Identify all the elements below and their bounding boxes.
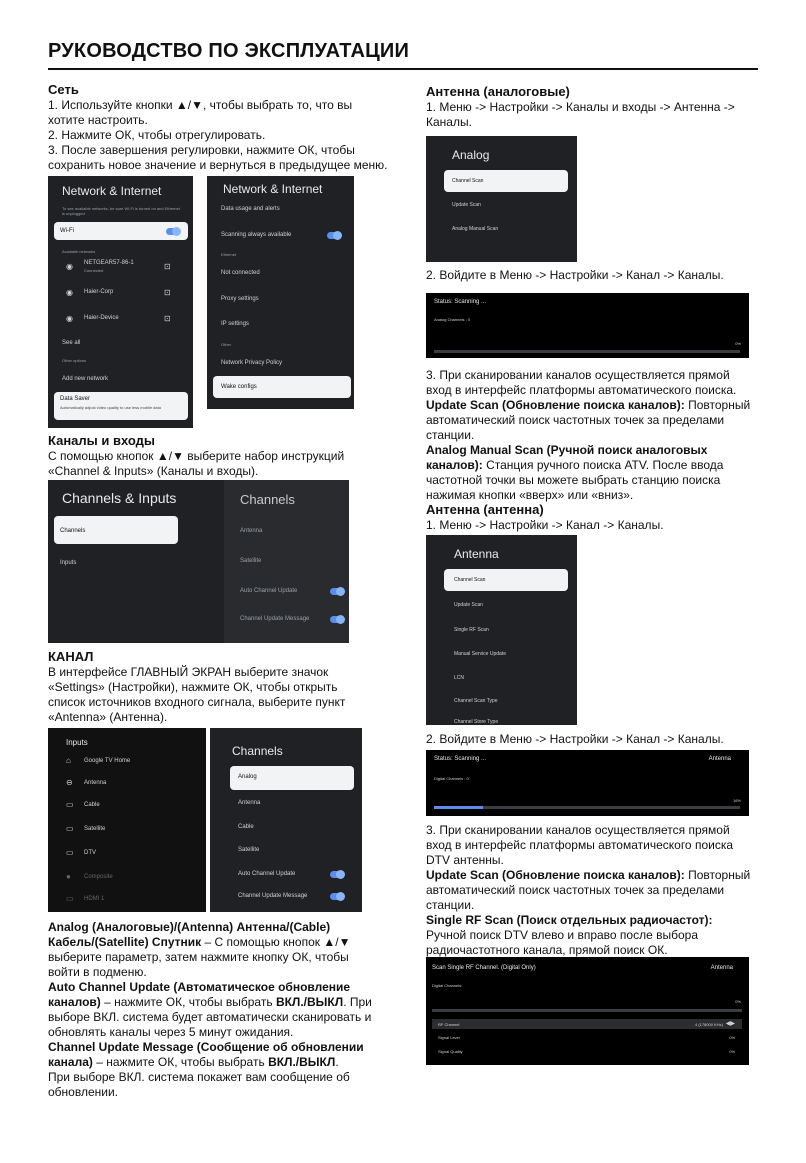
network-instructions: 1. Используйте кнопки ▲/▼, чтобы выбрать то, что вы хотите настроить. 2. Нажмите ОК, чтобы отрегулировать. 3. После завершения регулировки, нажмите ОК, чтобы сохранить новое значение и вернуться в предыдущее меню.: [48, 98, 388, 172]
tv-icon: ▭: [66, 824, 74, 833]
title-rule: [48, 68, 758, 70]
channels-inputs-instructions: С помощью кнопок ▲/▼ выберите набор инструкций «Channel & Inputs» (Каналы и входы).: [48, 449, 345, 478]
screenshot-inputs: Inputs ⌂ Google TV Home ⊖ Antenna ▭ Cable ▭ Satellite ▭ DTV ● Composite ▭ HDMI 1: [48, 728, 206, 912]
section-heading-channels-inputs: Каналы и входы: [48, 433, 156, 448]
wifi-icon: ◉: [66, 262, 73, 271]
screenshot-network-internet: Network & Internet To see available networks, be sure Wi-Fi is turned on and Ethernet is unplugged Wi-Fi Available networks ◉ NETGEAR57-86-1 Connected ⊡ ◉ Haier-Corp ⊡ ◉ Haier-Device ⊡ See all Other options Add new network Data Saver Automatically adjust video quality to use less mobile data: [48, 176, 193, 428]
antenna-icon: ⊖: [66, 778, 73, 787]
scan-progress-fill: [434, 806, 483, 809]
section-heading-antenna: Антенна (антенна): [426, 502, 544, 517]
section-heading-network: Сеть: [48, 82, 79, 97]
screenshot-antenna: Antenna Channel Scan Update Scan Single RF Scan Manual Service Update LCN Channel Scan Type Channel Store Type: [426, 535, 577, 725]
screenshot-channels: Channels Analog Antenna Cable Satellite Auto Channel Update Channel Update Message: [210, 728, 362, 912]
wifi-icon: ◉: [66, 314, 73, 323]
composite-icon: ●: [66, 872, 71, 881]
screenshot-analog-scanning: Status: Scanning ... Analog Channels : 0 0%: [426, 293, 749, 358]
hdmi-icon: ▭: [66, 894, 74, 903]
analog-instructions: 1. Меню -> Настройки -> Каналы и входы -> Антенна -> Каналы.: [426, 100, 735, 129]
antenna-descriptions: 3. При сканировании каналов осуществляется прямой вход в интерфейс платформы автоматического поиска DTV антенны. Update Scan (Обновление поиска каналов): Повторный автоматический поиск частотных точек за пределами станции. Single RF Scan (Поиск отдельных радиочастот): Ручной поиск DTV влево и вправо после выбора радиочастотного канала, прямой поиск ОК.: [426, 823, 751, 957]
section-heading-kanal: КАНАЛ: [48, 649, 94, 664]
page-title: РУКОВОДСТВО ПО ЭКСПЛУАТАЦИИ: [48, 40, 410, 62]
antenna-step2: 2. Войдите в Меню -> Настройки -> Канал -> Каналы.: [426, 732, 724, 746]
screenshot-single-rf-scan: Scan Single RF Channel. (Digital Only) Antenna Digital Channels: 0% RF Channel 4 (178000 KHz) ◀▶ Signal Level 0% Signal Quality 0%: [426, 957, 749, 1065]
analog-step2: 2. Войдите в Меню -> Настройки -> Канал -> Каналы.: [426, 268, 724, 282]
bottom-left-descriptions: Analog (Аналоговые)/(Antenna) Антенна/(Cable) Кабель/(Satellite) Спутник – С помощью кнопок ▲/▼ выберите параметр, затем нажмите кнопку ОК, чтобы войти в подменю. Auto Channel Update (Автоматическое обновление каналов) – нажмите ОК, чтобы выбрать ВКЛ./ВЫКЛ. При выборе ВКЛ. система будет автоматически сканировать и обновлять каналы через 5 минут ожидания. Channel Update Message (Сообщение об обновлении канала) – нажмите ОК, чтобы выбрать ВКЛ./ВЫКЛ. При выборе ВКЛ. система покажет вам сообщение об обновлении.: [48, 920, 372, 1099]
screenshot-analog: Analog Channel Scan Update Scan Analog Manual Scan: [426, 136, 577, 262]
lock-icon: ⊡: [164, 314, 171, 323]
tv-icon: ▭: [66, 800, 74, 809]
screenshot-antenna-scanning: Status: Scanning ... Antenna Digital Channels : 0 16%: [426, 750, 749, 816]
tv-icon: ▭: [66, 848, 74, 857]
screenshot-channels-inputs: Channels & Inputs Channels Inputs Channels Antenna Satellite Auto Channel Update Channel Update Message: [48, 480, 349, 643]
lock-icon: ⊡: [164, 262, 171, 271]
wifi-icon: ◉: [66, 288, 73, 297]
screenshot-network-internet-2: Network & Internet Data usage and alerts Scanning always available Ethernet Not connected Proxy settings IP settings Other Network Privacy Policy Wake configs: [207, 176, 354, 409]
antenna-step1: 1. Меню -> Настройки -> Канал -> Каналы.: [426, 518, 664, 532]
section-heading-analog: Антенна (аналоговые): [426, 84, 570, 99]
kanal-instructions: В интерфейсе ГЛАВНЫЙ ЭКРАН выберите значок «Settings» (Настройки), нажмите ОК, чтобы открыть список источников входного сигнала, выберите пункт «Antenna» (Антенна).: [48, 665, 346, 724]
analog-descriptions: 3. При сканировании каналов осуществляется прямой вход в интерфейс платформы автоматического поиска. Update Scan (Обновление поиска каналов): Повторный автоматический поиск частотных точек за пределами станции. Analog Manual Scan (Ручной поиск аналоговых каналов): Станция ручного поиска ATV. После ввода частотной точки вы можете выбрать станцию поиска нажимая кнопки «вверх» или «вниз».: [426, 368, 751, 502]
home-icon: ⌂: [66, 756, 71, 765]
arrows-left-right-icon: ◀▶: [725, 1021, 735, 1027]
lock-icon: ⊡: [164, 288, 171, 297]
